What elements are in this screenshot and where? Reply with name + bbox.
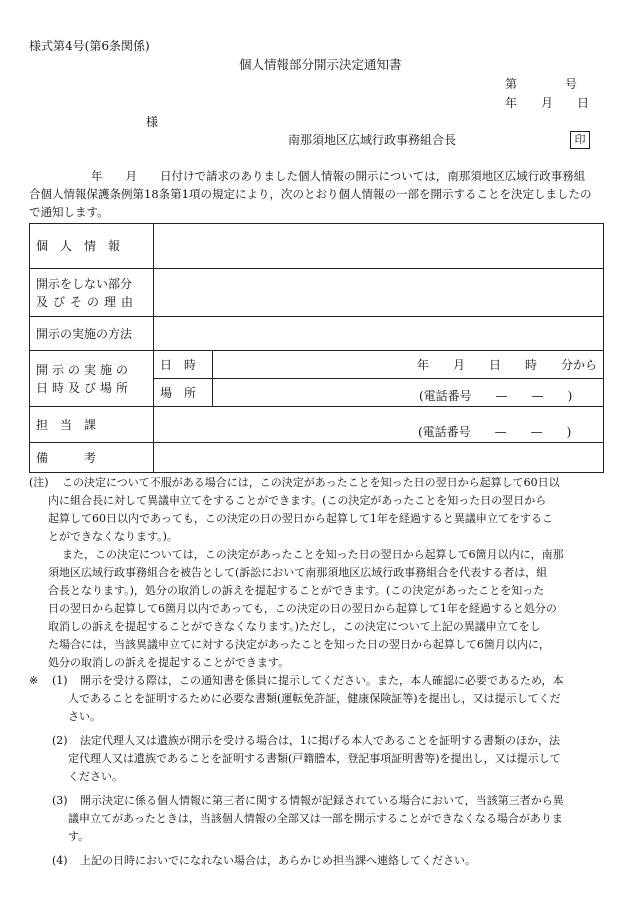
note-line: この決定について不服がある場合には，この決定があったことを知った日の翌日から起算して60日以 — [62, 476, 560, 489]
issue-date: 年 月 日 — [505, 96, 590, 110]
label-datetime-place — [30, 351, 154, 407]
document-number: 第 号 — [505, 77, 578, 91]
item-number: (1) — [52, 674, 68, 687]
requested-info-value — [154, 224, 604, 269]
notes-section — [0, 474, 630, 870]
addressee-suffix: 様 — [146, 115, 159, 129]
item-number: (2) — [52, 734, 68, 747]
issuer-name: 南那須地区広域行政事務組合長 — [288, 133, 457, 147]
item-line: 開示を受ける際は，この通知書を係員に提示してください。また，本人確認に必要であるため，本 — [80, 674, 564, 687]
label-disclosure-method: 開示の実施の方法 — [30, 317, 154, 351]
label-line: 日時及び場所 — [36, 380, 133, 395]
asterisk-mark: ※ — [29, 674, 39, 687]
intro-paragraph — [29, 167, 603, 221]
label-datetime: 日 時 — [154, 351, 213, 379]
item-line: さい。 — [68, 710, 101, 723]
label-line: 開示の実施の — [36, 362, 133, 377]
label-department: 担 当 課 — [30, 407, 154, 443]
intro-line: 合個人情報保護条例第18条第1項の規定により，次のとおり個人情報の一部を開示することを決定しましたの — [29, 187, 592, 201]
label-place: 場 所 — [154, 379, 213, 407]
form-number: 様式第4号(第6条関係) — [29, 39, 150, 53]
note-line: 取消しの訴えを提起することができなくなります。)ただし，この決定について上記の異議申立てをし — [48, 620, 541, 633]
label-line: 及びその理由 — [36, 294, 139, 309]
undisclosed-part-value — [154, 269, 604, 317]
notice-table — [29, 223, 604, 473]
label-line: 開示をしない部分 — [36, 276, 133, 291]
note-line: 合長となります。)，処分の取消しの訴えを提起することができます。(この決定があったことを知った — [48, 584, 545, 597]
note-line: 須地区広域行政事務組合を被告として(訴訟において南那須地区広域行政事務組合を代表する者は，組 — [48, 566, 548, 579]
label-requested-info — [30, 224, 154, 269]
datetime-value: 年 月 日 時 分から — [213, 351, 604, 379]
intro-line: 年 月 日付けで請求のありました個人情報の開示については，南那須地区広域行政事務組 — [91, 169, 586, 183]
item-line: 定代理人又は遺族であることを証明する書類(戸籍謄本，登記事項証明書等)を提出し，又は提示して — [68, 752, 561, 765]
note-line: 処分の取消しの訴えを提起することができます。 — [48, 656, 290, 669]
label-line: 個 人 情 報 — [36, 239, 121, 253]
note-line: 内に組合長に対して異議申立てをすることができます。(この決定があったことを知った日の翌日から — [48, 494, 547, 507]
item-line: 上記の日時においでになれない場合は，あらかじめ担当課へ連絡してください。 — [80, 854, 476, 867]
item-line: す。 — [68, 830, 90, 843]
note-line: また，この決定については，この決定があったことを知った日の翌日から起算して6箇月以内に，南那 — [62, 548, 564, 561]
label-undisclosed-part — [30, 269, 154, 317]
document-title: 個人情報部分開示決定通知書 — [239, 57, 402, 72]
item-line: 開示決定に係る個人情報に第三者に関する情報が記録されている場合において，当該第三者から異 — [80, 794, 564, 807]
item-line: 法定代理人又は遺族が開示を受ける場合は，1に掲げる本人であることを証明する書類のほか，法 — [80, 734, 560, 747]
item-line: 人であることを証明するために必要な書類(運転免許証，健康保険証等)を提出し，又は提示してくだ — [68, 692, 561, 705]
department-phone: (電話番号 — — ) — [154, 407, 604, 443]
seal-mark: 印 — [570, 131, 590, 149]
note-line: とができなくなります。)。 — [48, 530, 178, 543]
item-line: ください。 — [68, 770, 123, 783]
label-remarks: 備 考 — [30, 443, 154, 473]
note-mark: (注) — [29, 476, 49, 489]
item-number: (3) — [52, 794, 68, 807]
item-line: 議申立てがあったときは，当該個人情報の全部又は一部を開示することができなくなる場合がありま — [68, 812, 563, 825]
remarks-value — [154, 443, 604, 473]
note-line: 日の翌日から起算して6箇月以内であっても，この決定の日の翌日から起算して1年を経過すると処分の — [48, 602, 557, 615]
note-line: 起算して60日以内であっても，この決定の日の翌日から起算して1年を経過すると異議申立てをするこ — [48, 512, 553, 525]
place-phone: (電話番号 — — ) — [213, 379, 604, 407]
item-number: (4) — [52, 854, 68, 867]
intro-line: で通知します。 — [29, 205, 109, 219]
disclosure-method-value — [154, 317, 604, 351]
note-line: た場合には，当該異議申立てに対する決定があったことを知った日の翌日から起算して6箇月以内に， — [48, 638, 550, 651]
